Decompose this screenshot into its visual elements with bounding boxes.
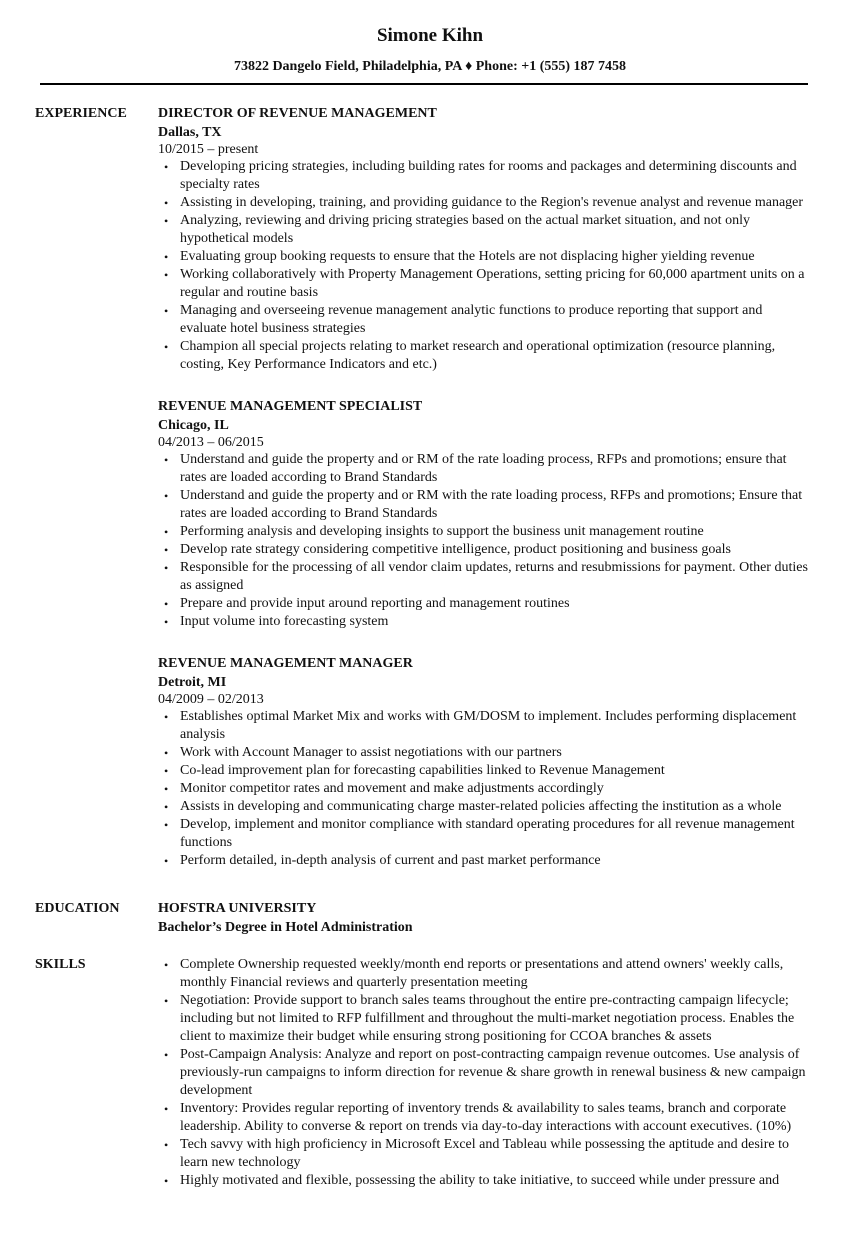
- skills-section: [35, 956, 810, 1190]
- bullet-item: • Co-lead improvement plan for forecasting capabilities linked to Revenue Management: [158, 762, 810, 780]
- bullet-item: • Work with Account Manager to assist negotiations with our partners: [158, 744, 810, 762]
- skill-item: • Tech savvy with high proficiency in Microsoft Excel and Tableau while possessing the aptitude and desire to learn new technology: [158, 1136, 810, 1172]
- job-entry: [158, 655, 810, 870]
- bullet-item: • Input volume into forecasting system: [158, 613, 810, 631]
- section-label-education: EDUCATION: [35, 901, 120, 916]
- job-dates: 10/2015 – present: [158, 142, 259, 157]
- candidate-name: Simone Kihn: [376, 25, 484, 46]
- job-location: Dallas, TX: [158, 125, 222, 140]
- bullet-item: • Performing analysis and developing insights to support the business unit management routine: [158, 523, 810, 541]
- bullet-item: • Assists in developing and communicating charge master-related policies affecting the institution as a whole: [158, 798, 810, 816]
- skill-item: • Complete Ownership requested weekly/month end reports or presentations and attend owners' weekly calls, monthly Financial reviews and quarterly presentation meeting: [158, 956, 810, 992]
- job-bullets: [158, 158, 810, 374]
- bullet-item: • Developing pricing strategies, including building rates for rooms and packages and determining discounts and specialty rates: [158, 158, 810, 194]
- bullet-item: • Managing and overseeing revenue management analytic functions to produce reporting that support and evaluate hotel business strategies: [158, 302, 810, 338]
- section-label-skills: SKILLS: [35, 957, 86, 972]
- job-title: REVENUE MANAGEMENT SPECIALIST: [158, 399, 423, 414]
- bullet-item: • Prepare and provide input around reporting and management routines: [158, 595, 810, 613]
- bullet-item: • Working collaboratively with Property Management Operations, setting pricing for 60,000 apartment units on a regular and routine basis: [158, 266, 810, 302]
- school-name: HOFSTRA UNIVERSITY: [158, 901, 317, 916]
- bullet-item: • Responsible for the processing of all vendor claim updates, returns and resubmissions for payment. Other duties as assigned: [158, 559, 810, 595]
- bullet-item: • Monitor competitor rates and movement and make adjustments accordingly: [158, 780, 810, 798]
- job-location: Detroit, MI: [158, 675, 227, 690]
- skill-item: • Post-Campaign Analysis: Analyze and report on post-contracting campaign revenue outcomes. Use analysis of previously-run campaigns to inform direction for revenue & share growth in renewal business & new campaign development: [158, 1046, 810, 1100]
- header-divider: [40, 83, 808, 85]
- job-dates: 04/2013 – 06/2015: [158, 435, 264, 450]
- job-dates: 04/2009 – 02/2013: [158, 692, 264, 707]
- skill-item: • Negotiation: Provide support to branch sales teams throughout the entire pre-contracting campaign lifecycle; including but not limited to RFP fulfillment and throughout the multi-market negotiation process. Enables the client to maximize their budget while ensuring strong positioning for CCOA branches & assets: [158, 992, 810, 1046]
- bullet-item: • Understand and guide the property and or RM with the rate loading process, RFPs and promotions; Ensure that rates are loaded according to Brand Standards: [158, 487, 810, 523]
- bullet-item: • Develop rate strategy considering competitive intelligence, product positioning and business goals: [158, 541, 810, 559]
- resume-header: [0, 0, 860, 75]
- bullet-item: • Develop, implement and monitor compliance with standard operating procedures for all revenue management functions: [158, 816, 810, 852]
- bullet-item: • Perform detailed, in-depth analysis of current and past market performance: [158, 852, 810, 870]
- skill-item: • Highly motivated and flexible, possessing the ability to take initiative, to succeed while under pressure and: [158, 1172, 810, 1190]
- degree: Bachelor’s Degree in Hotel Administration: [158, 920, 413, 935]
- job-title: DIRECTOR OF REVENUE MANAGEMENT: [158, 106, 437, 121]
- job-entry: [158, 398, 810, 631]
- job-bullets: [158, 708, 810, 870]
- skills-bullets: [158, 956, 810, 1190]
- bullet-item: • Evaluating group booking requests to ensure that the Hotels are not displacing higher yielding revenue: [158, 248, 810, 266]
- bullet-item: • Establishes optimal Market Mix and works with GM/DOSM to implement. Includes performing displacement analysis: [158, 708, 810, 744]
- experience-section: [35, 105, 810, 870]
- job-title: REVENUE MANAGEMENT MANAGER: [158, 656, 413, 671]
- job-location: Chicago, IL: [158, 418, 229, 433]
- job-bullets: [158, 451, 810, 631]
- bullet-item: • Assisting in developing, training, and providing guidance to the Region's revenue analyst and revenue manager: [158, 194, 810, 212]
- section-label-experience: EXPERIENCE: [35, 106, 127, 121]
- bullet-item: • Understand and guide the property and or RM of the rate loading process, RFPs and promotions; ensure that rates are loaded according to Brand Standards: [158, 451, 810, 487]
- skill-item: • Inventory: Provides regular reporting of inventory trends & availability to sales teams, branch and corporate leadership. Ability to converse & report on trends via day-to-day interactions with account executives. (10%): [158, 1100, 810, 1136]
- job-entry: [158, 105, 810, 374]
- education-section: [35, 900, 810, 938]
- contact-info: 73822 Dangelo Field, Philadelphia, PA ♦ Phone: +1 (555) 187 7458: [233, 59, 627, 74]
- bullet-item: • Champion all special projects relating to market research and operational optimization (resource planning, costing, Key Performance Indicators and etc.): [158, 338, 810, 374]
- bullet-item: • Analyzing, reviewing and driving pricing strategies based on the actual market situation, and not only hypothetical models: [158, 212, 810, 248]
